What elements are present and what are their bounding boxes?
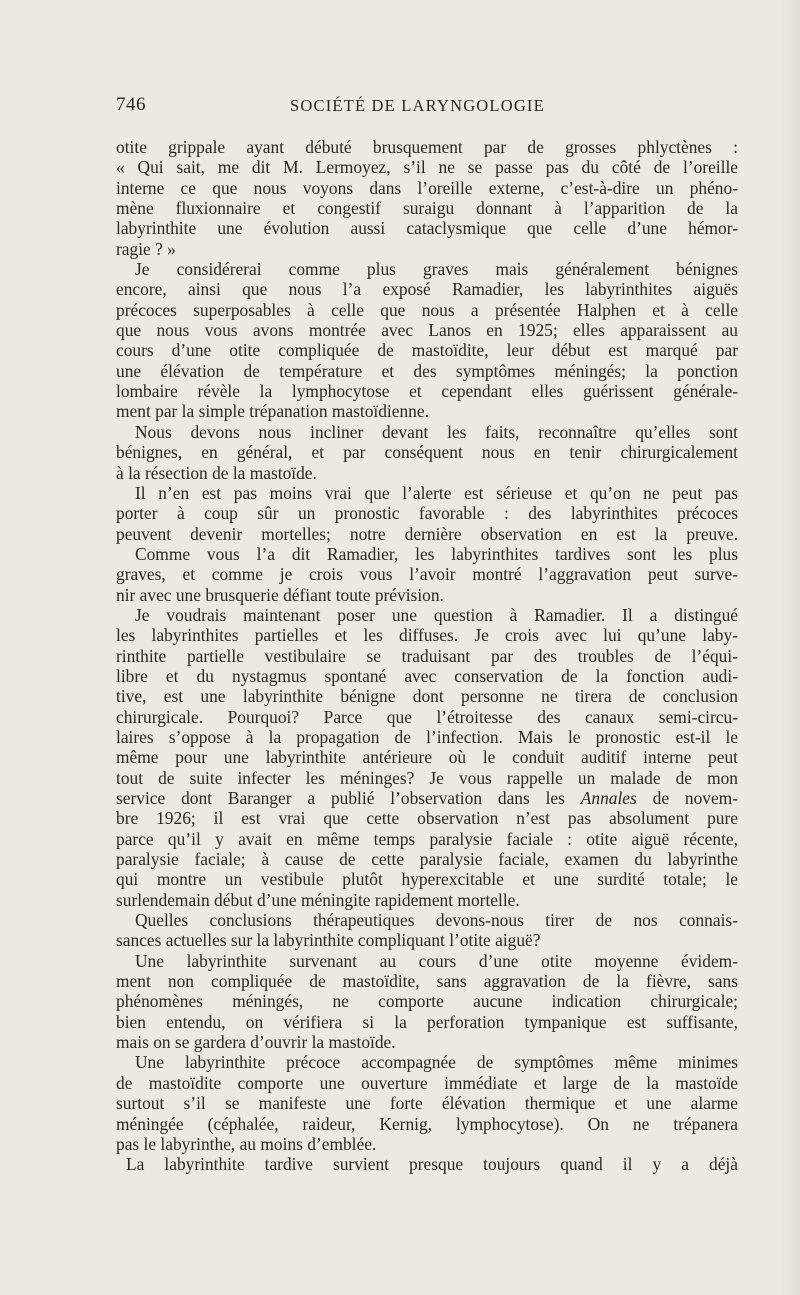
text-line: précoces superposables à celle que nous a présentée Halphen et à celle [116, 299, 738, 320]
text-line: bien entendu, on vérifiera si la perforation tympanique est suffisante, [116, 1011, 738, 1032]
text-line: Nous devons nous incliner devant les faits, reconnaître qu’elles sont [135, 421, 738, 442]
text-line: surlendemain début d’une méningite rapidement mortelle. [116, 889, 520, 910]
text-line: tive, est une labyrinthite bénigne dont personne ne tirera de conclusion [116, 686, 738, 707]
text-line: Une labyrinthite précoce accompagnée de symptômes même minimes [135, 1052, 738, 1073]
text-line: Je considérerai comme plus graves mais généralement bénignes [135, 259, 738, 280]
text-line: Je voudrais maintenant poser une question à Ramadier. Il a distingué [135, 604, 738, 625]
text-line: interne ce que nous voyons dans l’oreille externe, c’est-à-dire un phéno- [116, 177, 738, 198]
text-line: labyrinthite une évolution aussi cataclysmique que celle d’une hémor- [116, 218, 738, 239]
text-line: ment non compliquée de mastoïdite, sans aggravation de la fièvre, sans [116, 971, 738, 992]
body-text [116, 137, 738, 1175]
text-line: laires s’oppose à la propagation de l’infection. Mais le pronostic est-il le [116, 726, 738, 747]
text-line: rinthite partielle vestibulaire se traduisant par des troubles de l’équi- [116, 645, 738, 666]
text-line: tout de suite infecter les méninges? Je vous rappelle un malade de mon [116, 767, 738, 788]
journal-title: Annales [580, 788, 637, 808]
text-line: mène fluxionnaire et congestif suraigu donnant à l’apparition de la [116, 198, 738, 219]
text-line: ragie ? » [116, 238, 176, 259]
text-line: même pour une labyrinthite antérieure où le conduit auditif interne peut [116, 747, 738, 768]
text-line: chirurgicale. Pourquoi? Parce que l’étroitesse des canaux semi-circu- [116, 706, 738, 727]
page-edge-shadow [780, 0, 800, 1295]
text-line: mais on se gardera d’ouvrir la mastoïde. [116, 1032, 396, 1053]
text-line: de mastoïdite comporte une ouverture immédiate et large de la mastoïde [116, 1072, 738, 1093]
text-line: bénignes, en général, et par conséquent nous en tenir chirurgicalement [116, 442, 738, 463]
text-line: lombaire révèle la lymphocytose et cependant elles guérissent générale- [116, 381, 738, 402]
text-line: peuvent devenir mortelles; notre dernière observation en est la preuve. [116, 523, 738, 544]
page-header [116, 94, 738, 122]
text-line: Quelles conclusions thérapeutiques devons-nous tirer de nos connais- [135, 910, 738, 931]
text-line: nir avec une brusquerie défiant toute prévision. [116, 584, 444, 605]
text-line: qui montre un vestibule plutôt hyperexcitable et une surdité totale; le [116, 869, 738, 890]
text-line: La labyrinthite tardive survient presque toujours quand il y a déjà [126, 1154, 738, 1175]
page-number: 746 [116, 94, 146, 115]
text-line: graves, et comme je crois vous l’avoir montré l’aggravation peut surve- [116, 564, 738, 585]
text-line: pas le labyrinthe, au moins d’emblée. [116, 1133, 377, 1154]
text-line [116, 788, 738, 808]
text-line: paralysie faciale; à cause de cette paralysie faciale, examen du labyrinthe [116, 849, 738, 870]
text-line: encore, ainsi que nous l’a exposé Ramadier, les labyrinthites aiguës [116, 279, 738, 300]
text-line: libre et du nystagmus spontané avec conservation de la fonction audi- [116, 665, 738, 686]
text-line: phénomènes méningés, ne comporte aucune indication chirurgicale; [116, 991, 738, 1012]
text-segment: de novem- [636, 788, 738, 808]
text-line: les labyrinthites partielles et les diffuses. Je crois avec lui qu’une laby- [116, 625, 738, 646]
text-line: que nous vous avons montrée avec Lanos en 1925; elles apparaissent au [116, 320, 738, 341]
text-line: à la résection de la mastoïde. [116, 462, 317, 483]
text-line: méningée (céphalée, raideur, Kernig, lymphocytose). On ne trépanera [116, 1113, 738, 1134]
text-line: parce qu’il y avait en même temps paralysie faciale : otite aiguë récente, [116, 828, 738, 849]
text-line: sances actuelles sur la labyrinthite compliquant l’otite aiguë? [116, 930, 541, 951]
text-line: bre 1926; il est vrai que cette observation n’est pas absolument pure [116, 808, 738, 829]
running-head: SOCIÉTÉ DE LARYNGOLOGIE [290, 96, 545, 115]
text-line: porter à coup sûr un pronostic favorable : des labyrinthites précoces [116, 503, 738, 524]
text-line: Il n’en est pas moins vrai que l’alerte est sérieuse et qu’on ne peut pas [135, 482, 738, 503]
text-line: Comme vous l’a dit Ramadier, les labyrinthites tardives sont les plus [135, 543, 738, 564]
text-line: ment par la simple trépanation mastoïdienne. [116, 401, 429, 422]
text-line: otite grippale ayant débuté brusquement par de grosses phlyctènes : [116, 137, 738, 157]
text-line: cours d’une otite compliquée de mastoïdite, leur début est marqué par [116, 340, 738, 361]
text-line: une élévation de température et des symptômes méningés; la ponction [116, 360, 738, 381]
text-line: « Qui sait, me dit M. Lermoyez, s’il ne se passe pas du côté de l’oreille [116, 157, 738, 178]
text-segment: service dont Baranger a publié l’observation dans les [116, 788, 581, 808]
text-line: Une labyrinthite survenant au cours d’une otite moyenne évidem- [135, 950, 738, 971]
text-line: surtout s’il se manifeste une forte élévation thermique et une alarme [116, 1093, 738, 1114]
